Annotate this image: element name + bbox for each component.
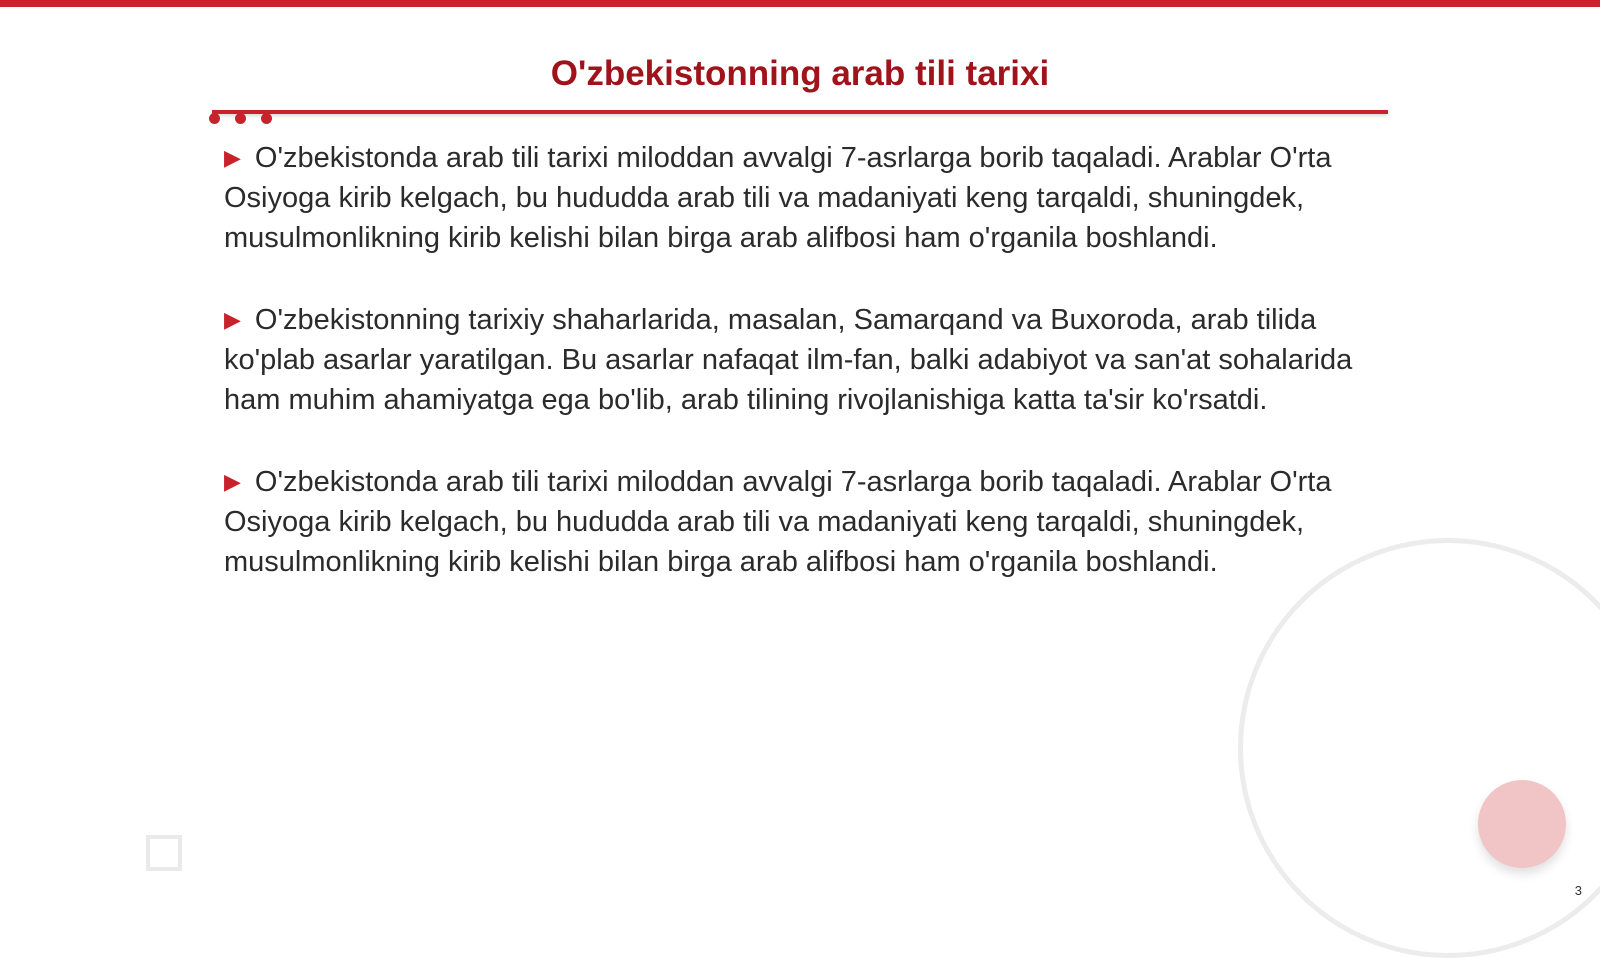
decorative-circle [1478, 780, 1566, 868]
top-accent-bar [0, 0, 1600, 7]
decorative-square [146, 835, 182, 871]
page-number: 3 [1574, 883, 1582, 898]
underline-dot [235, 113, 246, 124]
paragraph-text: O'zbekistonda arab tili tarixi miloddan avvalgi 7-asrlarga borib taqaladi. Arablar O'rta Osiyoga kirib kelgach, bu hududda arab tili va madaniyati keng tarqaldi, shuningdek, musulmonlikning kirib kelishi bilan birga arab alifbosi ham o'rganila boshlandi. [224, 466, 1332, 578]
bullet-arrow-icon: ▶ [224, 307, 241, 332]
bullet-arrow-icon: ▶ [224, 469, 241, 494]
slide-title: O'zbekistonning arab tili tarixi [550, 54, 1050, 93]
bullet-paragraph [224, 138, 1374, 258]
underline-dot [261, 113, 272, 124]
title-underline [212, 110, 1388, 114]
paragraph-text: O'zbekistonning tarixiy shaharlarida, masalan, Samarqand va Buxoroda, arab tilida ko'plab asarlar yaratilgan. Bu asarlar nafaqat ilm-fan, balki adabiyot va san'at sohalarida ham muhim ahamiyatga ega bo'lib, arab tilining rivojlanishiga katta ta'sir ko'rsatdi. [224, 304, 1353, 416]
bullet-paragraph [224, 462, 1374, 582]
underline-dot [209, 113, 220, 124]
paragraph-text: O'zbekistonda arab tili tarixi miloddan avvalgi 7-asrlarga borib taqaladi. Arablar O'rta Osiyoga kirib kelgach, bu hududda arab tili va madaniyati keng tarqaldi, shuningdek, musulmonlikning kirib kelishi bilan birga arab alifbosi ham o'rganila boshlandi. [224, 142, 1332, 254]
bullet-paragraph [224, 300, 1374, 420]
slide-content [224, 138, 1374, 624]
bullet-arrow-icon: ▶ [224, 145, 241, 170]
